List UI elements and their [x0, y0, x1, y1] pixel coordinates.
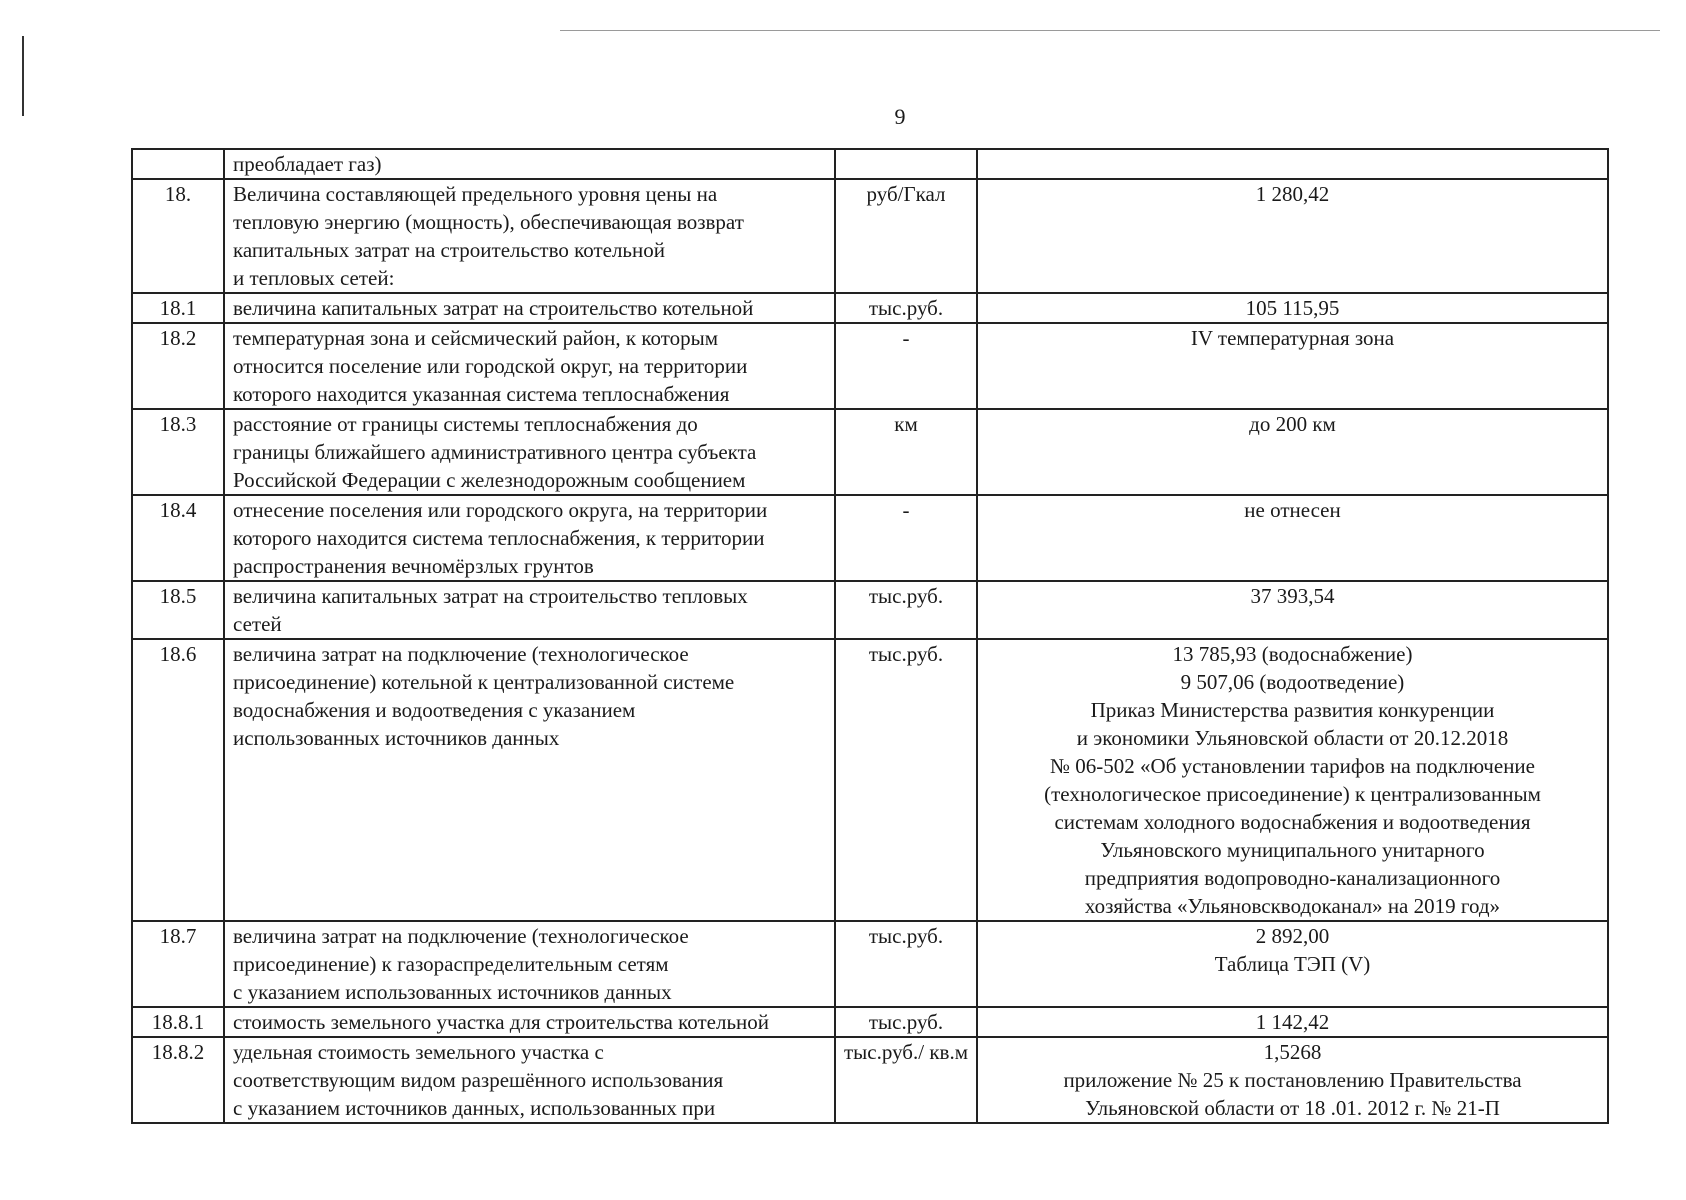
row-number: 18.2 [132, 323, 224, 409]
description-line: Величина составляющей предельного уровня цены на [233, 182, 718, 206]
row-number: 18.4 [132, 495, 224, 581]
description-line: отнесение поселения или городского округа, на территории [233, 498, 768, 522]
row-description [224, 323, 835, 409]
row-number: 18.3 [132, 409, 224, 495]
description-line: преобладает газ) [233, 152, 382, 176]
description-line: соответствующим видом разрешённого использования [233, 1068, 724, 1092]
description-line: использованных источников данных [233, 726, 560, 750]
description-line: с указанием использованных источников данных [233, 980, 672, 1004]
value-line: предприятия водопроводно-канализационного [1084, 866, 1501, 890]
row-description [224, 1037, 835, 1123]
table-body [132, 149, 1608, 1123]
value-line: Ульяновского муниципального унитарного [1100, 838, 1485, 862]
row-description [224, 149, 835, 179]
row-value [977, 495, 1608, 581]
description-line: границы ближайшего административного центра субъекта [233, 440, 757, 464]
value-line: хозяйства «Ульяновскводоканал» на 2019 год» [1084, 894, 1501, 918]
description-line: расстояние от границы системы теплоснабжения до [233, 412, 698, 436]
description-line: капитальных затрат на строительство котельной [233, 238, 665, 262]
page-number: 9 [894, 104, 906, 129]
row-unit: руб/Гкал [835, 179, 977, 293]
table-row [132, 409, 1608, 495]
description-line: величина капитальных затрат на строительство тепловых [233, 584, 748, 608]
row-number: 18.8.2 [132, 1037, 224, 1123]
row-number: 18.8.1 [132, 1007, 224, 1037]
table-row [132, 1007, 1608, 1037]
row-number: 18.6 [132, 639, 224, 921]
value-line: не отнесен [1244, 498, 1341, 522]
row-value [977, 639, 1608, 921]
description-line: стоимость земельного участка для строительства котельной [233, 1010, 770, 1034]
description-line: удельная стоимость земельного участка с [233, 1040, 604, 1064]
row-description [224, 409, 835, 495]
row-number: 18.7 [132, 921, 224, 1007]
table-row [132, 921, 1608, 1007]
row-unit: тыс.руб. [835, 639, 977, 921]
table-row [132, 323, 1608, 409]
row-description [224, 1007, 835, 1037]
value-line: № 06-502 «Об установлении тарифов на подключение [1050, 754, 1535, 778]
description-line: температурная зона и сейсмический район, к которым [233, 326, 719, 350]
table-row [132, 179, 1608, 293]
row-unit: тыс.руб. [835, 921, 977, 1007]
row-unit: - [835, 495, 977, 581]
value-line: 1 280,42 [1255, 182, 1330, 206]
value-line: (технологическое присоединение) к централизованным [1044, 782, 1541, 806]
value-line: и экономики Ульяновской области от 20.12.2018 [1076, 726, 1509, 750]
row-unit: тыс.руб. [835, 1007, 977, 1037]
table-row [132, 495, 1608, 581]
value-line: 2 892,00 [1255, 924, 1330, 948]
row-value [977, 409, 1608, 495]
row-value [977, 1037, 1608, 1123]
value-line: IV температурная зона [1190, 326, 1395, 350]
description-line: присоединение) к газораспределительным сетям [233, 952, 669, 976]
row-number: 18.1 [132, 293, 224, 323]
table-row [132, 293, 1608, 323]
scan-top-line [560, 30, 1660, 31]
value-line: 1,5268 [1263, 1040, 1322, 1064]
row-unit: тыс.руб./ кв.м [835, 1037, 977, 1123]
description-line: которого находится система теплоснабжения, к территории [233, 526, 765, 550]
description-line: присоединение) котельной к централизованной системе [233, 670, 735, 694]
row-value [977, 581, 1608, 639]
description-line: водоснабжения и водоотведения с указанием [233, 698, 636, 722]
table-row [132, 639, 1608, 921]
row-unit: - [835, 323, 977, 409]
description-line: величина затрат на подключение (технологическое [233, 642, 689, 666]
value-line: 37 393,54 [1250, 584, 1335, 608]
row-value [977, 921, 1608, 1007]
row-description [224, 639, 835, 921]
row-value [977, 179, 1608, 293]
description-line: величина затрат на подключение (технологическое [233, 924, 689, 948]
row-unit: тыс.руб. [835, 581, 977, 639]
row-description [224, 179, 835, 293]
value-line: 13 785,93 (водоснабжение) [1172, 642, 1413, 666]
row-number [132, 149, 224, 179]
row-unit: км [835, 409, 977, 495]
row-number: 18. [132, 179, 224, 293]
description-line: относится поселение или городской округ, на территории [233, 354, 748, 378]
row-description [224, 921, 835, 1007]
table-row [132, 581, 1608, 639]
row-description [224, 581, 835, 639]
tariff-table [131, 148, 1609, 1124]
value-line: Таблица ТЭП (V) [1214, 952, 1371, 976]
value-line: Ульяновской области от 18 .01. 2012 г. № 21-П [1085, 1096, 1500, 1120]
value-line: системам холодного водоснабжения и водоотведения [1054, 810, 1531, 834]
table-row [132, 149, 1608, 179]
description-line: и тепловых сетей: [233, 266, 395, 290]
row-number: 18.5 [132, 581, 224, 639]
description-line: тепловую энергию (мощность), обеспечивающая возврат [233, 210, 744, 234]
row-value [977, 149, 1608, 179]
description-line: величина капитальных затрат на строительство котельной [233, 296, 754, 320]
row-description [224, 293, 835, 323]
value-line: приложение № 25 к постановлению Правительства [1063, 1068, 1522, 1092]
table-row [132, 1037, 1608, 1123]
description-line: которого находится указанная система теплоснабжения [233, 382, 730, 406]
value-line: до 200 км [1249, 412, 1336, 436]
description-line: сетей [233, 612, 282, 636]
value-line: Приказ Министерства развития конкуренции [1090, 698, 1495, 722]
description-line: с указанием источников данных, использованных при [233, 1096, 716, 1120]
row-unit [835, 149, 977, 179]
description-line: распространения вечномёрзлых грунтов [233, 554, 594, 578]
value-line: 1 142,42 [1255, 1010, 1330, 1034]
row-value [977, 1007, 1608, 1037]
row-value [977, 323, 1608, 409]
row-unit: тыс.руб. [835, 293, 977, 323]
row-description [224, 495, 835, 581]
row-value [977, 293, 1608, 323]
value-line: 9 507,06 (водоотведение) [1180, 670, 1405, 694]
value-line: 105 115,95 [1245, 296, 1340, 320]
description-line: Российской Федерации с железнодорожным сообщением [233, 468, 746, 492]
